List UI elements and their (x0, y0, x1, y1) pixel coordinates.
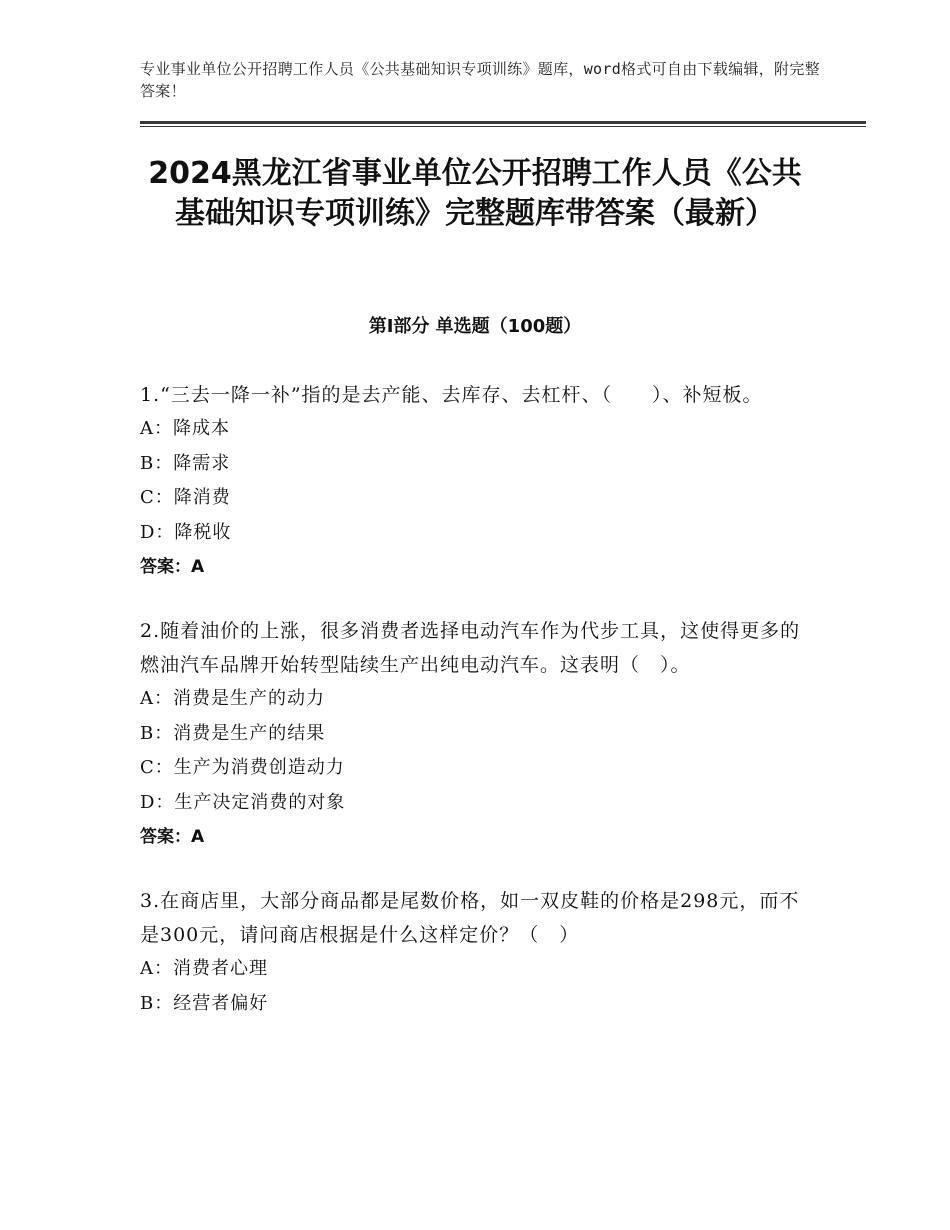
option-b: B：降需求 (140, 452, 231, 474)
question-3 (140, 884, 805, 1021)
question-stem: 1.“三去一降一补”指的是去产能、去库存、去杠杆、（ ）、补短板。 (140, 384, 763, 406)
option-d: D：生产决定消费的对象 (140, 791, 346, 813)
header-divider (140, 121, 866, 124)
section-title: 第Ⅰ部分 单选题（100题） (368, 316, 582, 337)
question-stem: 3.在商店里，大部分商品都是尾数价格，如一双皮鞋的价格是298元，而不是300元，请问商店根据是什么这样定价？（ ） (140, 890, 800, 946)
header-divider-thin (140, 126, 866, 127)
option-a: A：消费者心理 (140, 958, 268, 979)
option-d: D：降税收 (140, 521, 232, 543)
question-2 (140, 614, 805, 854)
option-c: C：降消费 (140, 487, 231, 508)
option-c: C：生产为消费创造动力 (140, 757, 345, 778)
question-stem: 2.随着油价的上涨，很多消费者选择电动汽车作为代步工具，这使得更多的燃油汽车品牌开始转型陆续生产出纯电动汽车。这表明（ ）。 (140, 620, 801, 676)
answer-line: 答案：A (140, 827, 205, 847)
question-1 (140, 378, 805, 584)
answer-line: 答案：A (140, 557, 205, 577)
option-a: A：降成本 (140, 418, 230, 439)
header-note: 专业事业单位公开招聘工作人员《公共基础知识专项训练》题库，word格式可自由下载编辑，附完整答案！ (140, 60, 820, 100)
question-list (140, 378, 805, 1051)
option-b: B：消费是生产的结果 (140, 722, 326, 744)
document-title: 2024黑龙江省事业单位公开招聘工作人员《公共基础知识专项训练》完整题库带答案（最新） (148, 156, 802, 231)
option-a: A：消费是生产的动力 (140, 688, 325, 709)
option-b: B：经营者偏好 (140, 992, 269, 1014)
